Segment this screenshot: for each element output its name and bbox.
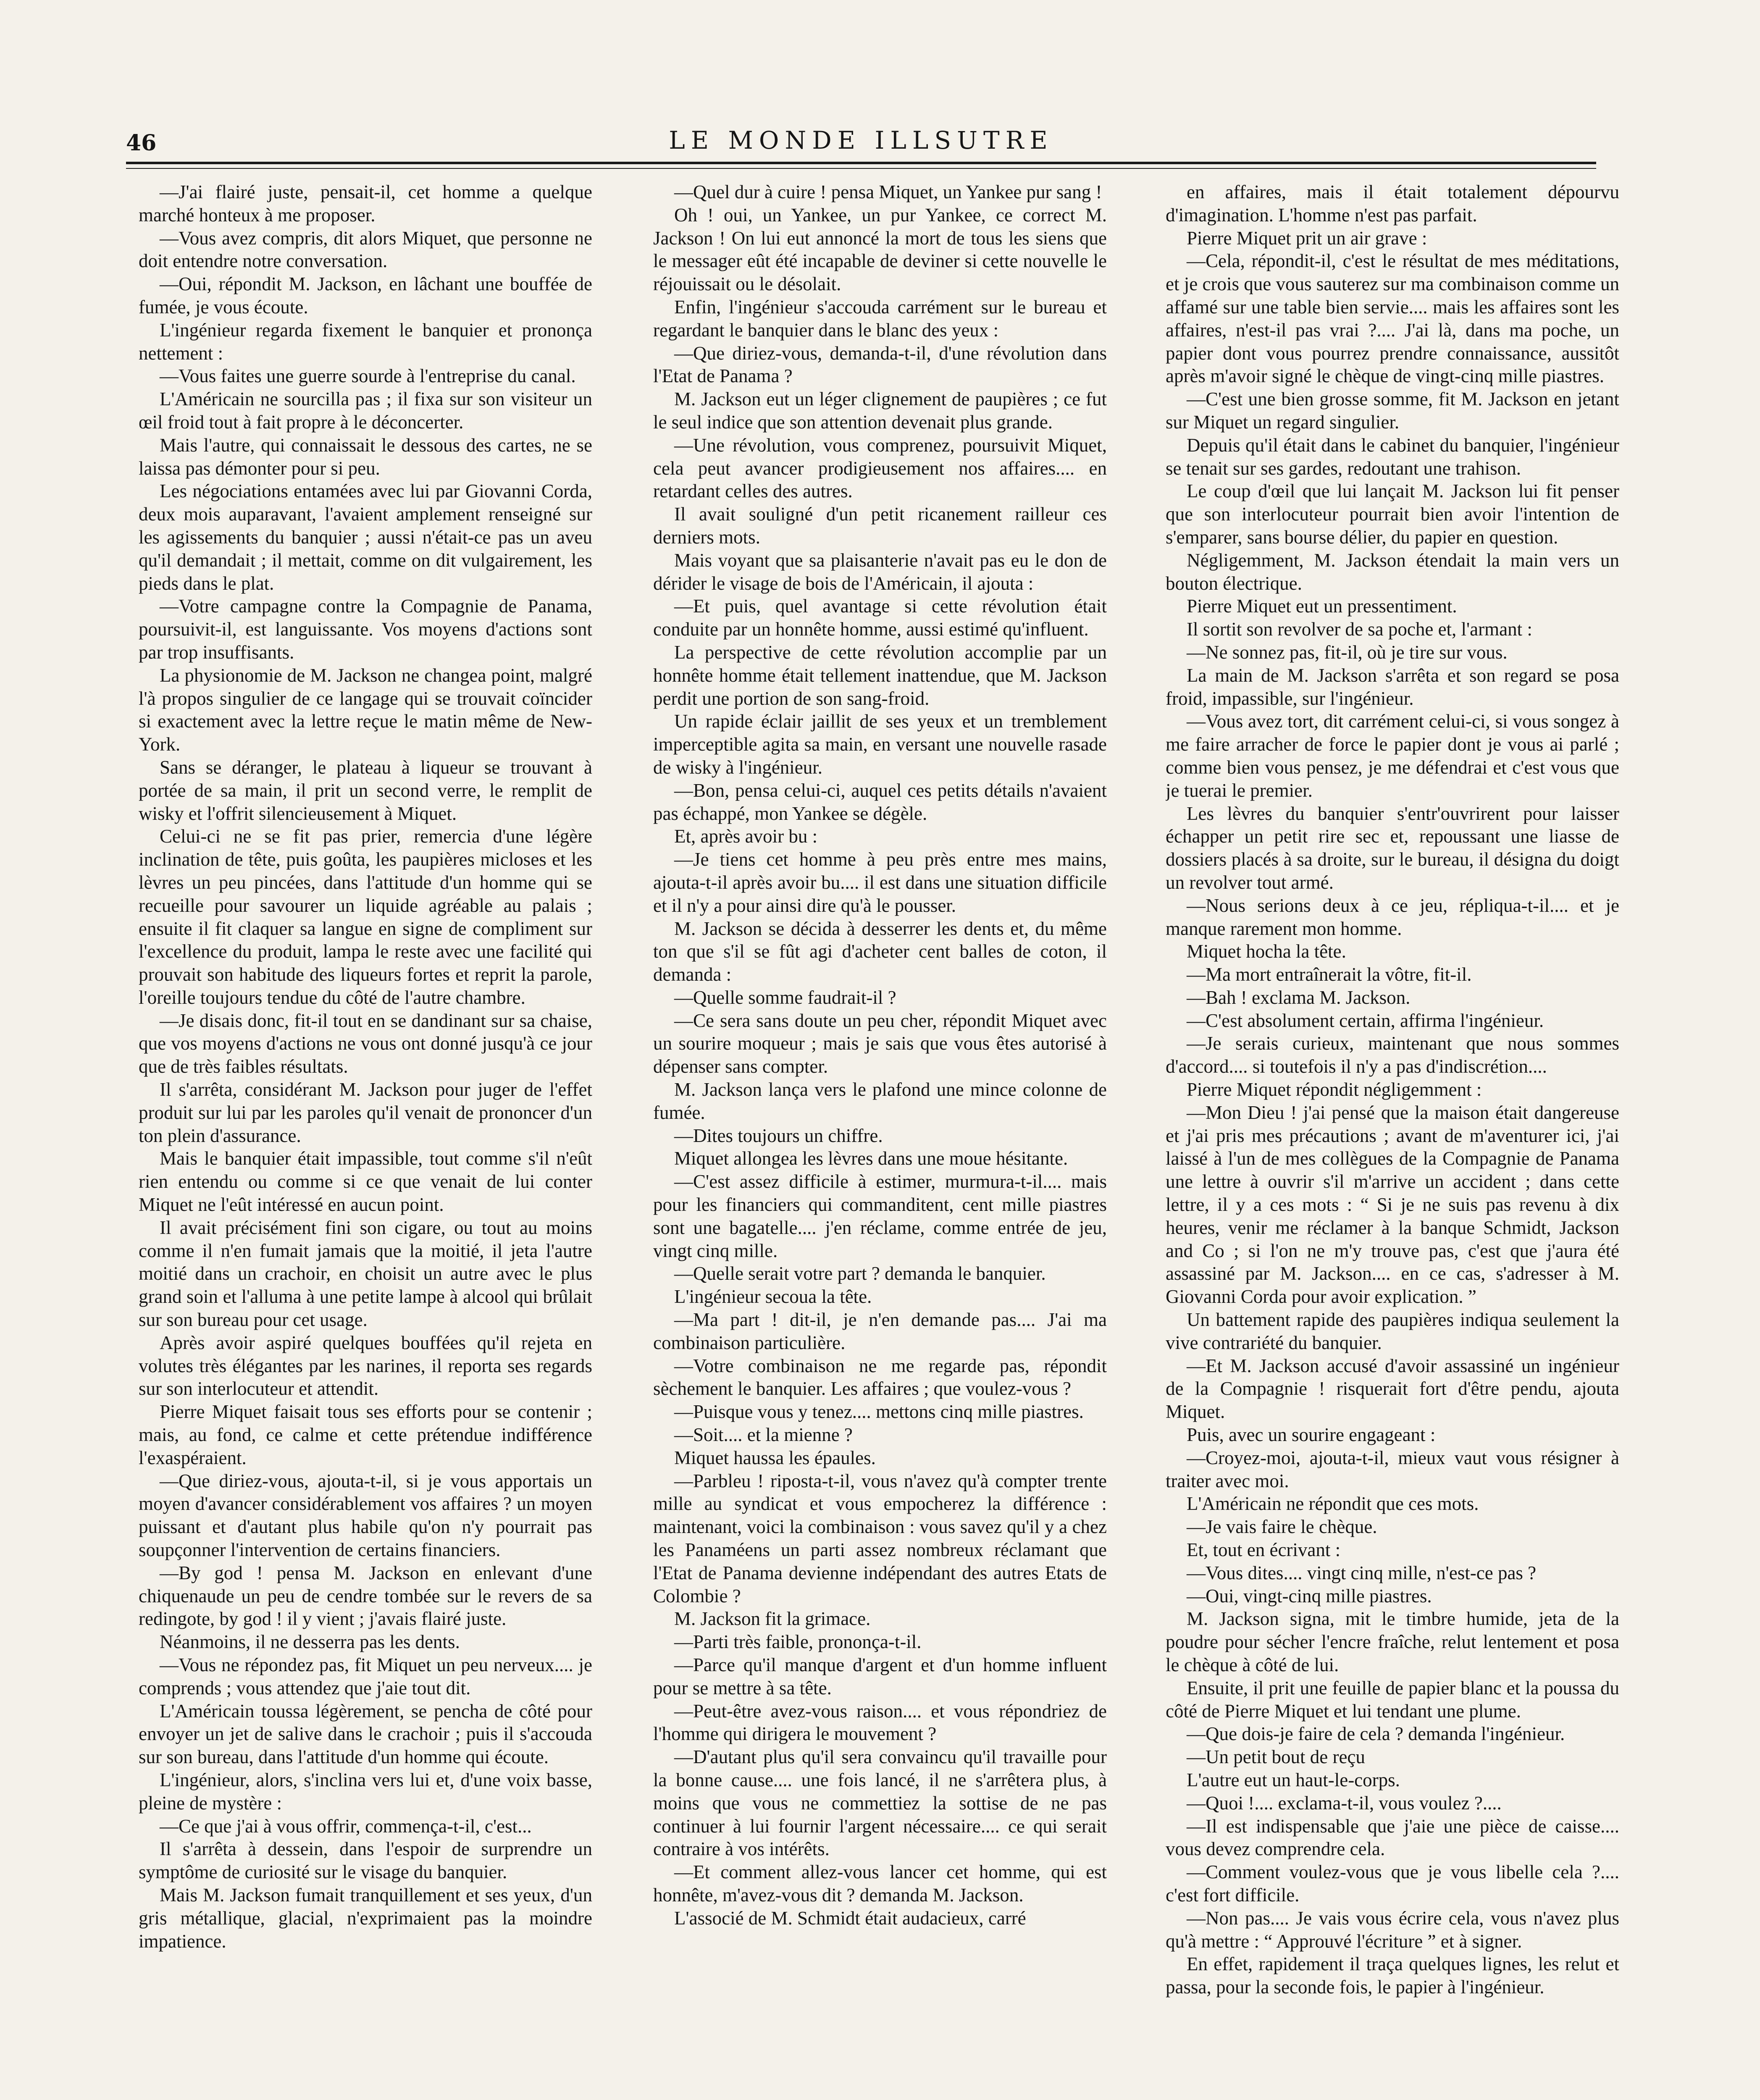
paragraph: Il s'arrêta à dessein, dans l'espoir de surprendre un symptôme de curiosité sur le visage du banquier. xyxy=(139,1838,592,1883)
paragraph: Et, après avoir bu : xyxy=(674,826,818,847)
paragraph: —Parce qu'il manque d'argent et d'un homme influent pour se mettre à sa tête. xyxy=(653,1654,1107,1698)
paragraph: Pierre Miquet prit un air grave : xyxy=(1187,227,1427,249)
paragraph: —Et puis, quel avantage si cette révolution était conduite par un honnête homme, aussi estimé qu'influent. xyxy=(653,596,1107,640)
paragraph: —Et M. Jackson accusé d'avoir assassiné un ingénieur de la Compagnie ! risquerait fort d'être pendu, ajouta Miquet. xyxy=(1166,1355,1619,1423)
paragraph: —Vous avez tort, dit carrément celui-ci, si vous songez à me faire arracher de force le papier dont je vous ai parlé ; comme bien vous pensez, je me défendrai et c'est vous que je tuerai le premier. xyxy=(1166,711,1619,801)
paragraph: Enfin, l'ingénieur s'accouda carrément sur le bureau et regardant le banquier dans le blanc des yeux : xyxy=(653,296,1107,341)
paragraph: —Quoi !.... exclama-t-il, vous voulez ?.... xyxy=(1187,1792,1502,1814)
paragraph: —Ce sera sans doute un peu cher, répondit Miquet avec un sourire moqueur ; mais je sais que vous êtes autorisé à dépenser sans compter. xyxy=(653,1010,1107,1077)
paragraph: —Parbleu ! riposta-t-il, vous n'avez qu'à compter trente mille au syndicat et vous empocherez la différence : maintenant, voici la combinaison : vous savez qu'il y a chez les Panaméens un parti assez nombreux réclamant que l'Etat de Panama devienne indépendant des autres Etats de Colombie ? xyxy=(653,1470,1107,1606)
paragraph: —Quel dur à cuire ! pensa Miquet, un Yankee pur sang ! xyxy=(674,181,1102,202)
paragraph: M. Jackson se décida à desserrer les dents et, du même ton que s'il se fût agi d'acheter cent balles de coton, il demanda : xyxy=(653,918,1107,985)
paragraph: —Bah ! exclama M. Jackson. xyxy=(1187,987,1411,1008)
paragraph: —Que dois-je faire de cela ? demanda l'ingénieur. xyxy=(1187,1723,1565,1745)
paragraph: Miquet haussa les épaules. xyxy=(674,1447,876,1468)
paragraph: —Vous dites.... vingt cinq mille, n'est-ce pas ? xyxy=(1187,1562,1537,1583)
paragraph: —Quelle somme faudrait-il ? xyxy=(674,987,896,1008)
paragraph: L'autre eut un haut-le-corps. xyxy=(1187,1769,1400,1790)
paragraph: Un battement rapide des paupières indiqua seulement la vive contrariété du banquier. xyxy=(1166,1309,1619,1353)
paragraph: —Oui, vingt-cinq mille piastres. xyxy=(1187,1585,1432,1606)
paragraph: —Votre campagne contre la Compagnie de Panama, poursuivit-il, est languissante. Vos moyens d'actions sont par trop insuffisants. xyxy=(139,596,592,663)
paragraph: L'ingénieur, alors, s'inclina vers lui et, d'une voix basse, pleine de mystère : xyxy=(139,1769,592,1814)
paragraph: L'ingénieur regarda fixement le banquier et prononça nettement : xyxy=(139,319,592,364)
paragraph: —Votre combinaison ne me regarde pas, répondit sèchement le banquier. Les affaires ; que voulez-vous ? xyxy=(653,1355,1107,1399)
paragraph: —Ma mort entraînerait la vôtre, fit-il. xyxy=(1187,964,1472,985)
paragraph: L'Américain ne sourcilla pas ; il fixa sur son visiteur un œil froid tout à fait propre à le déconcerter. xyxy=(139,388,592,433)
paragraph: Sans se déranger, le plateau à liqueur se trouvant à portée de sa main, il prit un second verre, le remplit de wisky et l'offrit silencieusement à Miquet. xyxy=(139,756,592,824)
paragraph: —Vous faites une guerre sourde à l'entreprise du canal. xyxy=(160,365,576,387)
paragraph: La physionomie de M. Jackson ne changea point, malgré l'à propos singulier de ce langage qui se trouvait coïncider si exactement avec la lettre reçue le matin même de New-York. xyxy=(139,664,592,755)
paragraph: —C'est une bien grosse somme, fit M. Jackson en jetant sur Miquet un regard singulier. xyxy=(1166,388,1619,433)
paragraph: —Je disais donc, fit-il tout en se dandinant sur sa chaise, que vos moyens d'actions ne vous ont donné jusqu'à ce jour que de très faibles résultats. xyxy=(139,1010,592,1077)
paragraph: —J'ai flairé juste, pensait-il, cet homme a quelque marché honteux à me proposer. xyxy=(139,181,592,226)
paragraph: La perspective de cette révolution accomplie par un honnête homme était tellement inattendue, que M. Jackson perdit une portion de son sang-froid. xyxy=(653,641,1107,709)
paragraph: Les lèvres du banquier s'entr'ouvrirent pour laisser échapper un petit rire sec et, repoussant une liasse de dossiers placés à sa droite, sur le bureau, il désigna du doigt un revolver tout armé. xyxy=(1166,803,1619,893)
text-column-3 xyxy=(1166,181,1619,2100)
paragraph: —Ne sonnez pas, fit-il, où je tire sur vous. xyxy=(1187,641,1508,663)
paragraph: La main de M. Jackson s'arrêta et son regard se posa froid, impassible, sur l'ingénieur. xyxy=(1166,664,1619,709)
paragraph: —Ma part ! dit-il, je n'en demande pas.... J'ai ma combinaison particulière. xyxy=(653,1309,1107,1353)
paragraph: M. Jackson fit la grimace. xyxy=(674,1608,871,1630)
paragraph: —Bon, pensa celui-ci, auquel ces petits détails n'avaient pas échappé, mon Yankee se dégèle. xyxy=(653,780,1107,824)
paragraph: —Dites toujours un chiffre. xyxy=(674,1125,883,1146)
header-rule-thin xyxy=(126,168,1596,169)
paragraph: en affaires, mais il était totalement dépourvu d'imagination. L'homme n'est pas parfait. xyxy=(1166,181,1619,226)
paragraph: —Que diriez-vous, demanda-t-il, d'une révolution dans l'Etat de Panama ? xyxy=(653,342,1107,387)
paragraph: Ensuite, il prit une feuille de papier blanc et la poussa du côté de Pierre Miquet et lui tendant une plume. xyxy=(1166,1677,1619,1722)
paragraph: En effet, rapidement il traça quelques lignes, les relut et passa, pour la seconde fois, le papier à l'ingénieur. xyxy=(1166,1953,1619,1998)
paragraph: —Peut-être avez-vous raison.... et vous répondriez de l'homme qui dirigera le mouvement ? xyxy=(653,1700,1107,1745)
paragraph: Il s'arrêta, considérant M. Jackson pour juger de l'effet produit sur lui par les paroles qu'il venait de prononcer d'un ton plein d'assurance. xyxy=(139,1079,592,1146)
paragraph: Depuis qu'il était dans le cabinet du banquier, l'ingénieur se tenait sur ses gardes, redoutant une trahison. xyxy=(1166,434,1619,479)
paragraph: Pierre Miquet faisait tous ses efforts pour se contenir ; mais, au fond, ce calme et cette prétendue indifférence l'exaspéraient. xyxy=(139,1401,592,1468)
paragraph: Les négociations entamées avec lui par Giovanni Corda, deux mois auparavant, l'avaient amplement renseigné sur les agissements du banquier ; aussi n'était-ce pas un aveu qu'il demandait ; il mettait, comme on dit vulgairement, les pieds dans le plat. xyxy=(139,480,592,594)
page-header xyxy=(126,126,1596,160)
paragraph: —Non pas.... Je vais vous écrire cela, vous n'avez plus qu'à mettre : “ Approuvé l'écriture ” et à signer. xyxy=(1166,1907,1619,1952)
paragraph: —Il est indispensable que j'aie une pièce de caisse.... vous devez comprendre cela. xyxy=(1166,1815,1619,1860)
paragraph: Néanmoins, il ne desserra pas les dents. xyxy=(160,1631,460,1653)
paragraph: Miquet allongea les lèvres dans une moue hésitante. xyxy=(674,1148,1068,1169)
paragraph: —Et comment allez-vous lancer cet homme, qui est honnête, m'avez-vous dit ? demanda M. Jackson. xyxy=(653,1861,1107,1906)
paragraph: —Ce que j'ai à vous offrir, commença-t-il, c'est... xyxy=(160,1815,532,1837)
paragraph: —Je vais faire le chèque. xyxy=(1187,1516,1377,1538)
paragraph: Après avoir aspiré quelques bouffées qu'il rejeta en volutes très élégantes par les narines, il reporta ses regards sur son interlocuteur et attendit. xyxy=(139,1332,592,1399)
paragraph: —Je serais curieux, maintenant que nous sommes d'accord.... si toutefois il n'y a pas d'indiscrétion.... xyxy=(1166,1033,1619,1077)
paragraph: Pierre Miquet répondit négligemment : xyxy=(1187,1079,1482,1100)
paragraph: —By god ! pensa M. Jackson en enlevant d'une chiquenaude un peu de cendre tombée sur le revers de sa redingote, by god ! il y vient ; j'avais flairé juste. xyxy=(139,1562,592,1630)
paragraph: —C'est assez difficile à estimer, murmura-t-il.... mais pour les financiers qui commanditent, cent mille piastres sont une bagatelle.... j'en réclame, comme entrée de jeu, vingt cinq mille. xyxy=(653,1171,1107,1261)
paragraph: —Oui, répondit M. Jackson, en lâchant une bouffée de fumée, je vous écoute. xyxy=(139,273,592,318)
paragraph: —Nous serions deux à ce jeu, répliqua-t-il.... et je manque rarement mon homme. xyxy=(1166,895,1619,939)
paragraph: —C'est absolument certain, affirma l'ingénieur. xyxy=(1187,1010,1544,1031)
paragraph: Mais l'autre, qui connaissait le dessous des cartes, ne se laissa pas démonter pour si peu. xyxy=(139,434,592,479)
paragraph: —Parti très faible, prononça-t-il. xyxy=(674,1631,922,1653)
paragraph: Il avait précisément fini son cigare, ou tout au moins comme il n'en fumait jamais que la moitié, il jeta l'autre moitié dans un crachoir, en choisit un autre avec le plus grand soin et l'alluma à une petite lampe à alcool qui brûlait sur son bureau pour cet usage. xyxy=(139,1217,592,1331)
paragraph: L'Américain toussa légèrement, se pencha de côté pour envoyer un jet de salive dans le crachoir ; puis il s'accouda sur son bureau, dans l'attitude d'un homme qui écoute. xyxy=(139,1700,592,1768)
paragraph: L'Américain ne répondit que ces mots. xyxy=(1187,1493,1479,1515)
page-number: 46 xyxy=(126,130,157,156)
paragraph: M. Jackson eut un léger clignement de paupières ; ce fut le seul indice que son attention devenait plus grande. xyxy=(653,388,1107,433)
paragraph: —Croyez-moi, ajouta-t-il, mieux vaut vous résigner à traiter avec moi. xyxy=(1166,1447,1619,1491)
paragraph: M. Jackson lança vers le plafond une mince colonne de fumée. xyxy=(653,1079,1107,1123)
paragraph: —Un petit bout de reçu xyxy=(1187,1746,1365,1768)
paragraph: —Cela, répondit-il, c'est le résultat de mes méditations, et je crois que vous sauterez sur ma combinaison comme un affamé sur une table bien servie.... mais les affaires sont les affaires, n'est-il pas vrai ?.... J'ai là, dans ma poche, un papier dont vous pourrez prendre connaissance, aussitôt après m'avoir signé le chèque de vingt-cinq mille piastres. xyxy=(1166,250,1619,387)
paragraph: Pierre Miquet eut un pressentiment. xyxy=(1187,596,1457,617)
paragraph: —Une révolution, vous comprenez, poursuivit Miquet, cela peut avancer prodigieusement nos affaires.... en retardant celles des autres. xyxy=(653,434,1107,502)
paragraph: Négligemment, M. Jackson étendait la main vers un bouton électrique. xyxy=(1166,549,1619,594)
paragraph: —D'autant plus qu'il sera convaincu qu'il travaille pour la bonne cause.... une fois lancé, il ne s'arrêtera plus, à moins que vous ne commettiez la sottise de ne pas continuer à lui fournir l'argent nécessaire.... ce qui serait contraire à vos intérêts. xyxy=(653,1746,1107,1860)
text-column-1 xyxy=(139,181,592,2100)
paragraph: Celui-ci ne se fit pas prier, remercia d'une légère inclination de tête, puis goûta, les paupières micloses et les lèvres un peu pincées, dans l'attitude d'un homme qui se recueille pour savourer un liquide agréable au palais ; ensuite il fit claquer sa langue en signe de compliment sur l'excellence du produit, lampa le reste avec une facilité qui prouvait son habitude des liqueurs fortes et reprit la parole, l'oreille toujours tendue du côté de l'autre chambre. xyxy=(139,826,592,1008)
paragraph: —Comment voulez-vous que je vous libelle cela ?.... c'est fort difficile. xyxy=(1166,1861,1619,1906)
paragraph: M. Jackson signa, mit le timbre humide, jeta de la poudre pour sécher l'encre fraîche, relut lentement et posa le chèque à côté de lui. xyxy=(1166,1608,1619,1675)
paragraph: Miquet hocha la tête. xyxy=(1187,941,1346,962)
paragraph: L'associé de M. Schmidt était audacieux, carré xyxy=(674,1907,1026,1929)
paragraph: Il sortit son revolver de sa poche et, l'armant : xyxy=(1187,619,1532,640)
paragraph: —Vous ne répondez pas, fit Miquet un peu nerveux.... je comprends ; vous attendez que j'aie tout dit. xyxy=(139,1654,592,1698)
paragraph: Et, tout en écrivant : xyxy=(1187,1539,1341,1561)
paragraph: —Je tiens cet homme à peu près entre mes mains, ajouta-t-il après avoir bu.... il est dans une situation difficile et il n'y a pour ainsi dire qu'à le pousser. xyxy=(653,849,1107,916)
paragraph: —Soit.... et la mienne ? xyxy=(674,1424,853,1446)
paragraph: —Vous avez compris, dit alors Miquet, que personne ne doit entendre notre conversation. xyxy=(139,227,592,272)
paragraph: Le coup d'œil que lui lançait M. Jackson lui fit penser que son interlocuteur pourrait bien avoir l'intention de s'emparer, sans bourse délier, du papier en question. xyxy=(1166,480,1619,548)
paragraph: Il avait souligné d'un petit ricanement railleur ces derniers mots. xyxy=(653,504,1107,548)
paragraph: —Mon Dieu ! j'ai pensé que la maison était dangereuse et j'ai pris mes précautions ; avant de m'aventurer ici, j'ai laissé à l'un de mes collègues de la Compagnie de Panama une lettre à ouvrir s'il m'arrive un accident ; dans cette lettre, il y a ces mots : “ Si je ne suis pas revenu à dix heures, venir me réclamer à la banque Schmidt, Jackson and Co ; si l'on ne m'y trouve pas, c'est que j'aura été assassiné par M. Jackson.... en ce cas, s'adresser à M. Giovanni Corda pour avoir explication. ” xyxy=(1166,1102,1619,1307)
paragraph: Un rapide éclair jaillit de ses yeux et un tremblement imperceptible agita sa main, en versant une nouvelle rasade de wisky à l'ingénieur. xyxy=(653,711,1107,778)
paragraph: L'ingénieur secoua la tête. xyxy=(674,1286,872,1307)
paragraph: Mais le banquier était impassible, tout comme s'il n'eût rien entendu ou comme si ce que venait de lui conter Miquet ne l'eût intéressé en aucun point. xyxy=(139,1148,592,1215)
paragraph: —Que diriez-vous, ajouta-t-il, si je vous apportais un moyen d'avancer considérablement vos affaires ? un moyen puissant et d'autant plus habile qu'on n'y pourrait pas soupçonner l'intervention de certains financiers. xyxy=(139,1470,592,1561)
paragraph: Mais M. Jackson fumait tranquillement et ses yeux, d'un gris métallique, glacial, n'exprimaient pas la moindre impatience. xyxy=(139,1884,592,1952)
paragraph: —Quelle serait votre part ? demanda le banquier. xyxy=(674,1263,1046,1284)
paragraph: Oh ! oui, un Yankee, un pur Yankee, ce correct M. Jackson ! On lui eut annoncé la mort de tous les siens que le messager eût été incapable de deviner si cette nouvelle le réjouissait ou le désolait. xyxy=(653,204,1107,295)
paragraph: Puis, avec un sourire engageant : xyxy=(1187,1424,1436,1446)
paragraph: —Puisque vous y tenez.... mettons cinq mille piastres. xyxy=(674,1401,1084,1423)
paragraph: Mais voyant que sa plaisanterie n'avait pas eu le don de dérider le visage de bois de l'Américain, il ajouta : xyxy=(653,549,1107,594)
text-column-2 xyxy=(653,181,1107,2100)
running-title: LE MONDE ILLSUTRE xyxy=(669,126,1053,155)
header-rule-thick xyxy=(126,162,1596,164)
